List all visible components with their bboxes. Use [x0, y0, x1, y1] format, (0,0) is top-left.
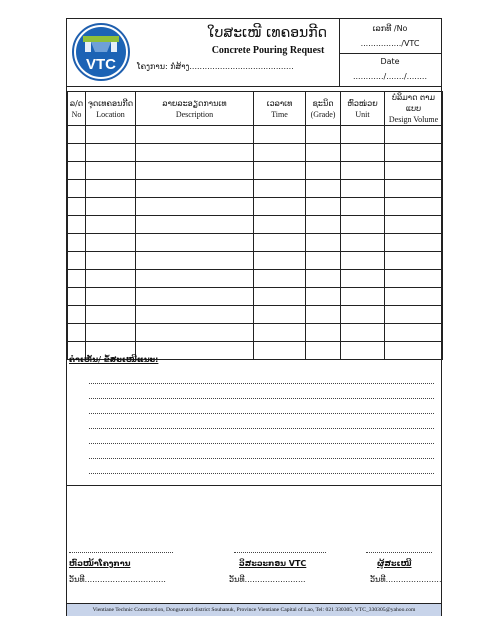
date-field[interactable]: ............/......./........: [352, 72, 428, 81]
table-cell[interactable]: [254, 324, 306, 342]
table-cell[interactable]: [68, 126, 86, 144]
column-header-en: No: [71, 109, 82, 119]
table-cell[interactable]: [136, 198, 254, 216]
table-row: [68, 234, 443, 252]
table-cell[interactable]: [306, 306, 341, 324]
remarks-line[interactable]: [89, 398, 434, 399]
column-header-lao: ເວລາເທ: [266, 98, 293, 108]
table-cell[interactable]: [254, 342, 306, 360]
table-cell[interactable]: [136, 144, 254, 162]
table-cell[interactable]: [86, 324, 136, 342]
table-cell[interactable]: [341, 252, 385, 270]
column-header-lao: ບໍລິມາດ ຕາມແບບ: [391, 93, 436, 113]
pouring-table: [67, 91, 443, 360]
table-cell[interactable]: [254, 288, 306, 306]
table-cell[interactable]: [385, 162, 443, 180]
table-cell[interactable]: [341, 342, 385, 360]
signature-line-requester[interactable]: [366, 552, 432, 553]
logo-text: VTC: [86, 56, 116, 73]
table-cell[interactable]: [68, 180, 86, 198]
table-cell[interactable]: [68, 162, 86, 180]
table-cell[interactable]: [341, 324, 385, 342]
table-cell[interactable]: [341, 198, 385, 216]
table-cell[interactable]: [86, 252, 136, 270]
form-header: [67, 19, 441, 87]
table-cell[interactable]: [306, 126, 341, 144]
table-row: [68, 306, 443, 324]
table-cell[interactable]: [254, 306, 306, 324]
column-header-en: Unit: [355, 109, 370, 119]
table-cell[interactable]: [136, 234, 254, 252]
table-row: [68, 126, 443, 144]
table-row: [68, 270, 443, 288]
table-cell[interactable]: [341, 306, 385, 324]
column-header-lao: ຈຸດເທຄອນກີດ: [87, 98, 134, 108]
table-cell[interactable]: [86, 216, 136, 234]
table-cell[interactable]: [341, 288, 385, 306]
table-cell[interactable]: [306, 324, 341, 342]
column-header-en: Location: [96, 109, 125, 119]
table-cell[interactable]: [254, 252, 306, 270]
table-cell[interactable]: [254, 234, 306, 252]
remarks-line[interactable]: [89, 383, 434, 384]
column-header: [136, 92, 254, 126]
table-cell[interactable]: [68, 216, 86, 234]
table-cell[interactable]: [254, 144, 306, 162]
table-row: [68, 324, 443, 342]
form-page: [66, 18, 442, 616]
column-header-en: Description: [175, 109, 214, 119]
table-row: [68, 180, 443, 198]
table-cell[interactable]: [306, 180, 341, 198]
table-cell[interactable]: [86, 144, 136, 162]
table-row: [68, 288, 443, 306]
table-header-row: [68, 92, 443, 126]
table-cell[interactable]: [341, 126, 385, 144]
table-cell[interactable]: [385, 216, 443, 234]
table-cell[interactable]: [385, 342, 443, 360]
column-header: [341, 92, 385, 126]
table-cell[interactable]: [254, 126, 306, 144]
table-cell[interactable]: [68, 198, 86, 216]
table-cell[interactable]: [68, 270, 86, 288]
table-cell[interactable]: [68, 144, 86, 162]
table-cell[interactable]: [86, 162, 136, 180]
table-cell[interactable]: [385, 306, 443, 324]
table-cell[interactable]: [341, 180, 385, 198]
table-cell[interactable]: [385, 270, 443, 288]
number-field[interactable]: ................/VTC: [360, 39, 420, 48]
table-cell[interactable]: [385, 252, 443, 270]
vtc-logo: [71, 22, 131, 82]
remarks-line[interactable]: [89, 473, 434, 474]
header-divider-horizontal: [339, 53, 441, 54]
remarks-divider: [67, 485, 441, 486]
signature-title-project-manager: ຫົວໜ້າໂຄງການ: [69, 559, 131, 568]
signature-line-engineer[interactable]: [234, 552, 326, 553]
table-cell[interactable]: [306, 216, 341, 234]
table-cell[interactable]: [306, 162, 341, 180]
table-row: [68, 252, 443, 270]
column-header-en: Time: [271, 109, 288, 119]
company-footer: Vientiane Technic Construction, Dongsavard district Souhanuk, Province Vientiane Capital of Lao, Tel: 021 330305, VTC_330305@yahoo.com: [67, 603, 441, 616]
table-cell[interactable]: [86, 234, 136, 252]
column-header: [306, 92, 341, 126]
table-cell[interactable]: [136, 324, 254, 342]
column-header: [68, 92, 86, 126]
table-cell[interactable]: [254, 270, 306, 288]
table-cell[interactable]: [385, 324, 443, 342]
table-cell[interactable]: [86, 288, 136, 306]
table-cell[interactable]: [306, 342, 341, 360]
table-cell[interactable]: [68, 288, 86, 306]
remarks-line[interactable]: [89, 443, 434, 444]
signature-line-project-manager[interactable]: [69, 552, 173, 553]
table-cell[interactable]: [385, 198, 443, 216]
remarks-label: ຄຳເຫັນ/ ຂໍ້ສະເໜີແນະ:: [69, 355, 159, 364]
signature-date-project-manager[interactable]: ວັນທີ................................: [69, 575, 166, 584]
column-header-en: Design Volume: [388, 115, 439, 124]
table-cell[interactable]: [136, 162, 254, 180]
table-cell[interactable]: [68, 324, 86, 342]
table-cell[interactable]: [86, 180, 136, 198]
table-cell[interactable]: [136, 216, 254, 234]
table-cell[interactable]: [136, 252, 254, 270]
column-header-lao: ຊະນິດ: [312, 98, 334, 108]
column-header-en: (Grade): [310, 109, 336, 119]
table-cell[interactable]: [341, 216, 385, 234]
table-cell[interactable]: [86, 306, 136, 324]
number-label: ເລກທີ /No: [372, 24, 408, 33]
table-cell[interactable]: [136, 306, 254, 324]
table-cell[interactable]: [306, 270, 341, 288]
table-cell[interactable]: [341, 234, 385, 252]
form-title-lao: ໃບສະເໜີ ເທຄອນກີດ: [206, 25, 328, 41]
table-cell[interactable]: [306, 144, 341, 162]
table-cell[interactable]: [136, 288, 254, 306]
table-cell[interactable]: [68, 306, 86, 324]
table-cell[interactable]: [385, 144, 443, 162]
table-cell[interactable]: [86, 270, 136, 288]
table-cell[interactable]: [68, 234, 86, 252]
table-row: [68, 216, 443, 234]
column-header-lao: ລາຍລະອຽດການເທ: [162, 98, 227, 108]
signature-date-requester[interactable]: ວັນທີ......................: [370, 575, 442, 584]
column-header: [254, 92, 306, 126]
table-cell[interactable]: [254, 180, 306, 198]
signature-title-engineer: ວິສະວະກອນ VTC: [239, 559, 307, 568]
remarks-line[interactable]: [89, 413, 434, 414]
table-row: [68, 144, 443, 162]
table-cell[interactable]: [136, 270, 254, 288]
signature-title-requester: ຜູ້ສະເໜີ: [377, 559, 412, 568]
table-cell[interactable]: [385, 126, 443, 144]
table-cell[interactable]: [86, 126, 136, 144]
table-cell[interactable]: [254, 198, 306, 216]
table-cell[interactable]: [341, 162, 385, 180]
table-cell[interactable]: [306, 198, 341, 216]
remarks-line[interactable]: [89, 428, 434, 429]
table-cell[interactable]: [136, 126, 254, 144]
table-cell[interactable]: [86, 198, 136, 216]
table-cell[interactable]: [306, 288, 341, 306]
remarks-line[interactable]: [89, 458, 434, 459]
column-header-lao: ລ/ດ: [69, 98, 84, 108]
table-cell[interactable]: [385, 180, 443, 198]
table-cell[interactable]: [136, 180, 254, 198]
table-cell[interactable]: [306, 252, 341, 270]
column-header-lao: ຫົວໜ່ວຍ: [347, 98, 378, 108]
table-body: [68, 126, 443, 360]
table-cell[interactable]: [68, 252, 86, 270]
project-field[interactable]: ໂຄງການ: ກໍ່ສ້າງ.........................................: [137, 62, 294, 71]
table-cell[interactable]: [341, 270, 385, 288]
signature-date-engineer[interactable]: ວັນທີ........................: [229, 575, 306, 584]
table-row: [68, 162, 443, 180]
table-cell[interactable]: [306, 234, 341, 252]
table-cell[interactable]: [385, 288, 443, 306]
form-title: Concrete Pouring Request: [211, 45, 325, 56]
table-row: [68, 198, 443, 216]
date-label: Date: [380, 57, 400, 66]
table-cell[interactable]: [254, 216, 306, 234]
table-cell[interactable]: [385, 234, 443, 252]
table-cell[interactable]: [341, 144, 385, 162]
column-header: [86, 92, 136, 126]
table-cell[interactable]: [254, 162, 306, 180]
column-header: [385, 92, 443, 126]
